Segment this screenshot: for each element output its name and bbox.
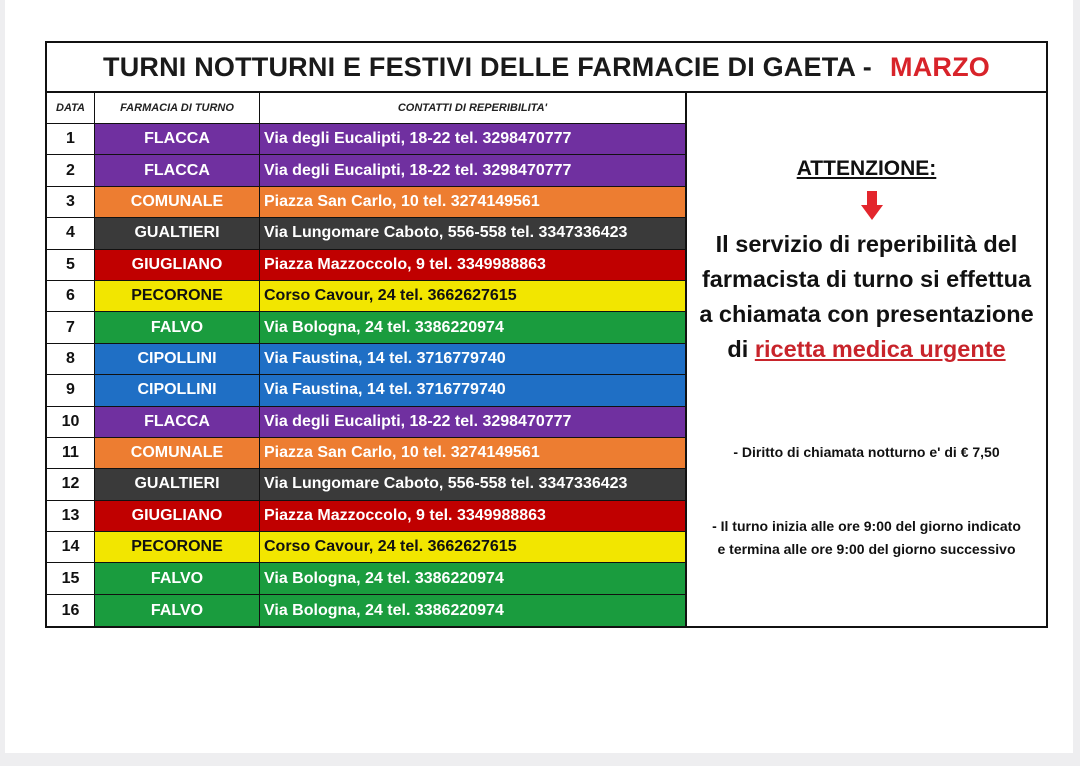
table-row <box>47 563 685 594</box>
row-day: 14 <box>47 532 95 562</box>
row-day: 13 <box>47 501 95 531</box>
row-pharmacy: FLACCA <box>95 124 260 154</box>
row-contact: Via Faustina, 14 tel. 3716779740 <box>260 375 685 405</box>
row-contact: Piazza San Carlo, 10 tel. 3274149561 <box>260 187 685 217</box>
table-row <box>47 155 685 186</box>
document-sheet <box>5 0 1073 753</box>
shift-note-line-1: - Il turno inizia alle ore 9:00 del giorno indicato <box>712 518 1021 534</box>
row-contact: Via degli Eucalipti, 18-22 tel. 3298470777 <box>260 124 685 154</box>
schedule-list <box>47 93 687 626</box>
row-pharmacy: GIUGLIANO <box>95 501 260 531</box>
row-pharmacy: COMUNALE <box>95 187 260 217</box>
row-pharmacy: CIPOLLINI <box>95 344 260 374</box>
table-row <box>47 124 685 155</box>
title-text: TURNI NOTTURNI E FESTIVI DELLE FARMACIE DI GAETA - <box>103 51 872 82</box>
row-pharmacy: GUALTIERI <box>95 469 260 499</box>
table-row <box>47 407 685 438</box>
notice-panel <box>687 93 1046 625</box>
notice-message <box>687 227 1046 367</box>
title-month: MARZO <box>890 51 990 82</box>
table-body <box>47 93 1046 626</box>
table-row <box>47 438 685 469</box>
row-pharmacy: GUALTIERI <box>95 218 260 248</box>
row-contact: Corso Cavour, 24 tel. 3662627615 <box>260 532 685 562</box>
notice-line-2: farmacista di turno si effettua <box>701 266 1032 292</box>
shift-note <box>687 515 1046 561</box>
row-day: 3 <box>47 187 95 217</box>
notice-heading: ATTENZIONE: <box>796 157 937 180</box>
row-pharmacy: FLACCA <box>95 407 260 437</box>
row-contact: Piazza Mazzoccolo, 9 tel. 3349988863 <box>260 250 685 280</box>
row-day: 2 <box>47 155 95 185</box>
row-contact: Via Lungomare Caboto, 556-558 tel. 3347336423 <box>260 469 685 499</box>
row-contact: Via Bologna, 24 tel. 3386220974 <box>260 595 685 626</box>
header-data: DATA <box>47 93 95 123</box>
row-pharmacy: PECORONE <box>95 281 260 311</box>
table-row <box>47 218 685 249</box>
table-row <box>47 469 685 500</box>
row-contact: Corso Cavour, 24 tel. 3662627615 <box>260 281 685 311</box>
row-pharmacy: PECORONE <box>95 532 260 562</box>
table-row <box>47 344 685 375</box>
row-day: 5 <box>47 250 95 280</box>
table-row <box>47 250 685 281</box>
row-pharmacy: FLACCA <box>95 155 260 185</box>
row-pharmacy: CIPOLLINI <box>95 375 260 405</box>
row-pharmacy: FALVO <box>95 563 260 593</box>
fee-note: - Diritto di chiamata notturno e' di € 7,50 <box>733 444 1000 460</box>
notice-highlight: ricetta medica urgente <box>754 336 1006 362</box>
row-contact: Via Bologna, 24 tel. 3386220974 <box>260 312 685 342</box>
row-contact: Via degli Eucalipti, 18-22 tel. 3298470777 <box>260 155 685 185</box>
row-contact: Via degli Eucalipti, 18-22 tel. 3298470777 <box>260 407 685 437</box>
row-contact: Via Faustina, 14 tel. 3716779740 <box>260 344 685 374</box>
row-day: 10 <box>47 407 95 437</box>
notice-line-3: a chiamata con presentazione <box>699 301 1034 327</box>
row-pharmacy: FALVO <box>95 595 260 626</box>
table-row <box>47 375 685 406</box>
pharmacy-schedule-table <box>45 41 1048 628</box>
arrow-down-icon <box>861 191 883 221</box>
row-day: 9 <box>47 375 95 405</box>
table-row <box>47 595 685 626</box>
row-pharmacy: COMUNALE <box>95 438 260 468</box>
row-contact: Via Lungomare Caboto, 556-558 tel. 3347336423 <box>260 218 685 248</box>
page-title <box>47 43 1046 93</box>
notice-line-1: Il servizio di reperibilità del <box>715 231 1018 257</box>
row-day: 7 <box>47 312 95 342</box>
header-contatti: CONTATTI DI REPERIBILITA' <box>397 102 548 114</box>
row-contact: Piazza San Carlo, 10 tel. 3274149561 <box>260 438 685 468</box>
row-day: 12 <box>47 469 95 499</box>
table-row <box>47 187 685 218</box>
row-day: 15 <box>47 563 95 593</box>
row-day: 8 <box>47 344 95 374</box>
row-day: 4 <box>47 218 95 248</box>
notice-line-4-prefix: di <box>727 336 749 362</box>
table-row <box>47 501 685 532</box>
row-day: 6 <box>47 281 95 311</box>
table-row <box>47 312 685 343</box>
column-headers <box>47 93 685 124</box>
table-row <box>47 281 685 312</box>
shift-note-line-2: e termina alle ore 9:00 del giorno successivo <box>717 541 1016 557</box>
row-day: 1 <box>47 124 95 154</box>
header-farmacia: FARMACIA DI TURNO <box>95 93 260 123</box>
row-pharmacy: FALVO <box>95 312 260 342</box>
row-contact: Piazza Mazzoccolo, 9 tel. 3349988863 <box>260 501 685 531</box>
notice-line-4 <box>687 332 1046 367</box>
schedule-rows <box>47 124 685 626</box>
row-contact: Via Bologna, 24 tel. 3386220974 <box>260 563 685 593</box>
row-pharmacy: GIUGLIANO <box>95 250 260 280</box>
table-row <box>47 532 685 563</box>
row-day: 11 <box>47 438 95 468</box>
row-day: 16 <box>47 595 95 626</box>
